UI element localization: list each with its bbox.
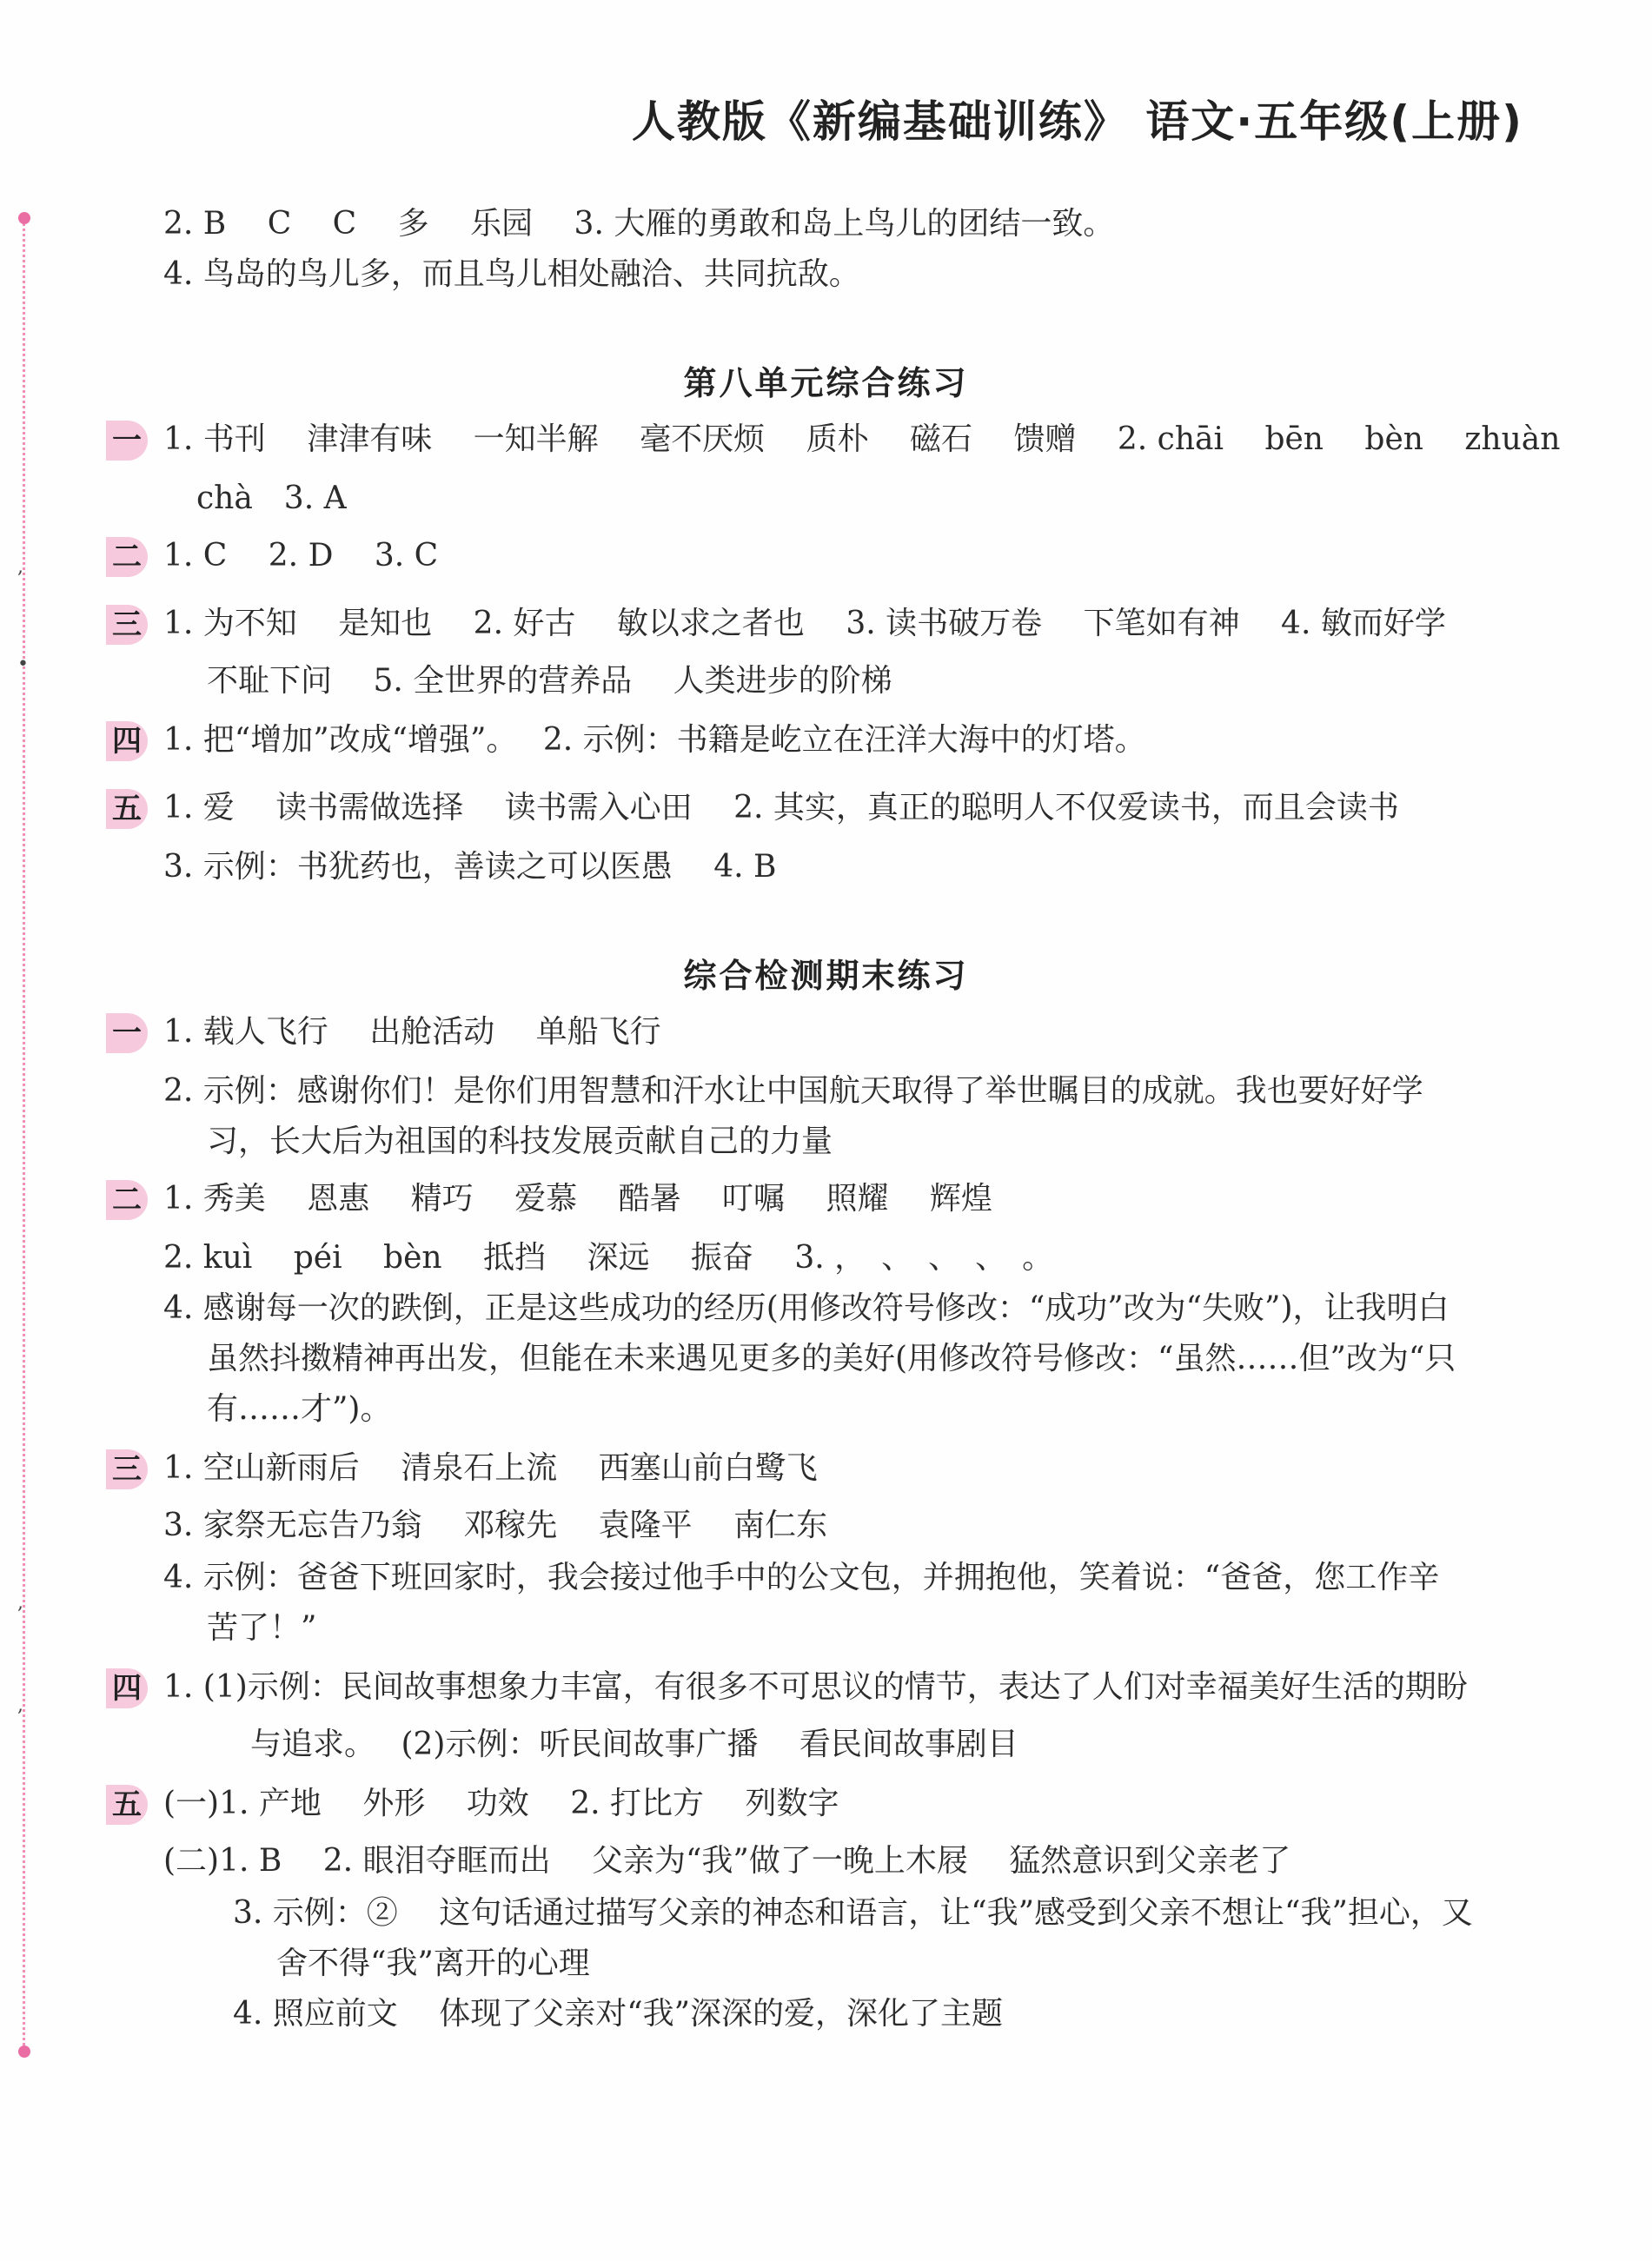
section-badge: 一 <box>106 1013 148 1053</box>
answer-line: (一)1. 产地 外形 功效 2. 打比方 列数字 <box>163 1786 839 1821</box>
answer-line: 1. 爱 读书需做选择 读书需入心田 2. 其实，真正的聪明人不仅爱读书，而且会读书 <box>163 790 1399 825</box>
margin-dot-bottom <box>18 2046 30 2058</box>
margin-mark: , <box>17 556 23 578</box>
margin-dotted-rule <box>23 217 25 2051</box>
section-badge: 四 <box>106 1668 148 1708</box>
margin-mark: , <box>17 1694 23 1716</box>
answer-line: 4. 示例：爸爸下班回家时，我会接过他手中的公文包，并拥抱他，笑着说：“爸爸，您工作辛 <box>163 1560 1440 1595</box>
section-badge: 五 <box>106 789 148 829</box>
answer-line: 不耻下问 5. 全世界的营养品 人类进步的阶梯 <box>207 663 892 699</box>
answer-line: 与追求。 (2)示例：听民间故事广播 看民间故事剧目 <box>250 1727 1018 1762</box>
answer-line: 4. 照应前文 体现了父亲对“我”深深的爱，深化了主题 <box>233 1996 1004 2032</box>
page-header-title: 人教版《新编基础训练》 语文·五年级(上册) <box>631 96 1523 147</box>
answer-line: chà 3. A <box>196 481 347 516</box>
answer-line: 1. 为不知 是知也 2. 好古 敏以求之者也 3. 读书破万卷 下笔如有神 4. 敏而好学 <box>163 606 1446 641</box>
answer-line: 1. (1)示例：民间故事想象力丰富，有很多不可思议的情节，表达了人们对幸福美好生活的期盼 <box>163 1669 1468 1705</box>
answer-line: 虽然抖擞精神再出发，但能在未来遇见更多的美好(用修改符号修改：“虽然……但”改为“只 <box>207 1341 1456 1376</box>
section-badge: 三 <box>106 605 148 645</box>
section-badge: 四 <box>106 721 148 761</box>
answer-line: 苦了！” <box>207 1610 317 1646</box>
section-badge: 二 <box>106 537 148 577</box>
section-badge: 一 <box>106 421 148 461</box>
answer-line: (二)1. B 2. 眼泪夺眶而出 父亲为“我”做了一晚上木屐 猛然意识到父亲老了 <box>163 1843 1291 1879</box>
margin-mark: , <box>17 1592 23 1614</box>
section-title-final: 综合检测期末练习 <box>683 957 969 995</box>
section-badge: 五 <box>106 1785 148 1825</box>
section-badge: 三 <box>106 1449 148 1489</box>
answer-line: 1. 秀美 恩惠 精巧 爱慕 酷暑 叮嘱 照耀 辉煌 <box>163 1181 992 1217</box>
answer-line: 3. 家祭无忘告乃翁 邓稼先 袁隆平 南仁东 <box>163 1508 828 1543</box>
margin-mark: • <box>17 653 29 675</box>
answer-line: 1. 把“增加”改成“增强”。 2. 示例：书籍是屹立在汪洋大海中的灯塔。 <box>163 722 1146 758</box>
answer-line: 4. 鸟岛的鸟儿多，而且鸟儿相处融洽、共同抗敌。 <box>163 256 860 292</box>
answer-line: 有……才”)。 <box>207 1391 392 1427</box>
answer-line: 1. 书刊 津津有味 一知半解 毫不厌烦 质朴 磁石 馈赠 2. chāi bēn bèn zhuàn <box>163 421 1561 457</box>
answer-line: 3. 示例：② 这句话通过描写父亲的神态和语言，让“我”感受到父亲不想让“我”担心，又 <box>233 1895 1473 1931</box>
answer-line: 1. 载人飞行 出舱活动 单船飞行 <box>163 1014 661 1050</box>
answer-line: 2. kuì péi bèn 抵挡 深远 振奋 3. ， 、 、 、 。 <box>163 1240 1054 1276</box>
answer-line: 3. 示例：书犹药也，善读之可以医愚 4. B <box>163 849 777 885</box>
answer-line: 1. C 2. D 3. C <box>163 538 439 574</box>
answer-line: 习，长大后为祖国的科技发展贡献自己的力量 <box>207 1124 833 1159</box>
answer-line: 4. 感谢每一次的跌倒，正是这些成功的经历(用修改符号修改：“成功”改为“失败”)，让我明白 <box>163 1290 1450 1326</box>
answer-line: 1. 空山新雨后 清泉石上流 西塞山前白鹭飞 <box>163 1450 818 1486</box>
section-badge: 二 <box>106 1180 148 1220</box>
answer-line: 2. 示例：感谢你们！是你们用智慧和汗水让中国航天取得了举世瞩目的成就。我也要好好学 <box>163 1073 1423 1109</box>
margin-dot-top <box>18 212 30 224</box>
answer-line: 2. B C C 多 乐园 3. 大雁的勇敢和岛上鸟儿的团结一致。 <box>163 206 1115 242</box>
section-title-unit8: 第八单元综合练习 <box>683 364 969 402</box>
answer-line: 舍不得“我”离开的心理 <box>276 1946 590 1981</box>
